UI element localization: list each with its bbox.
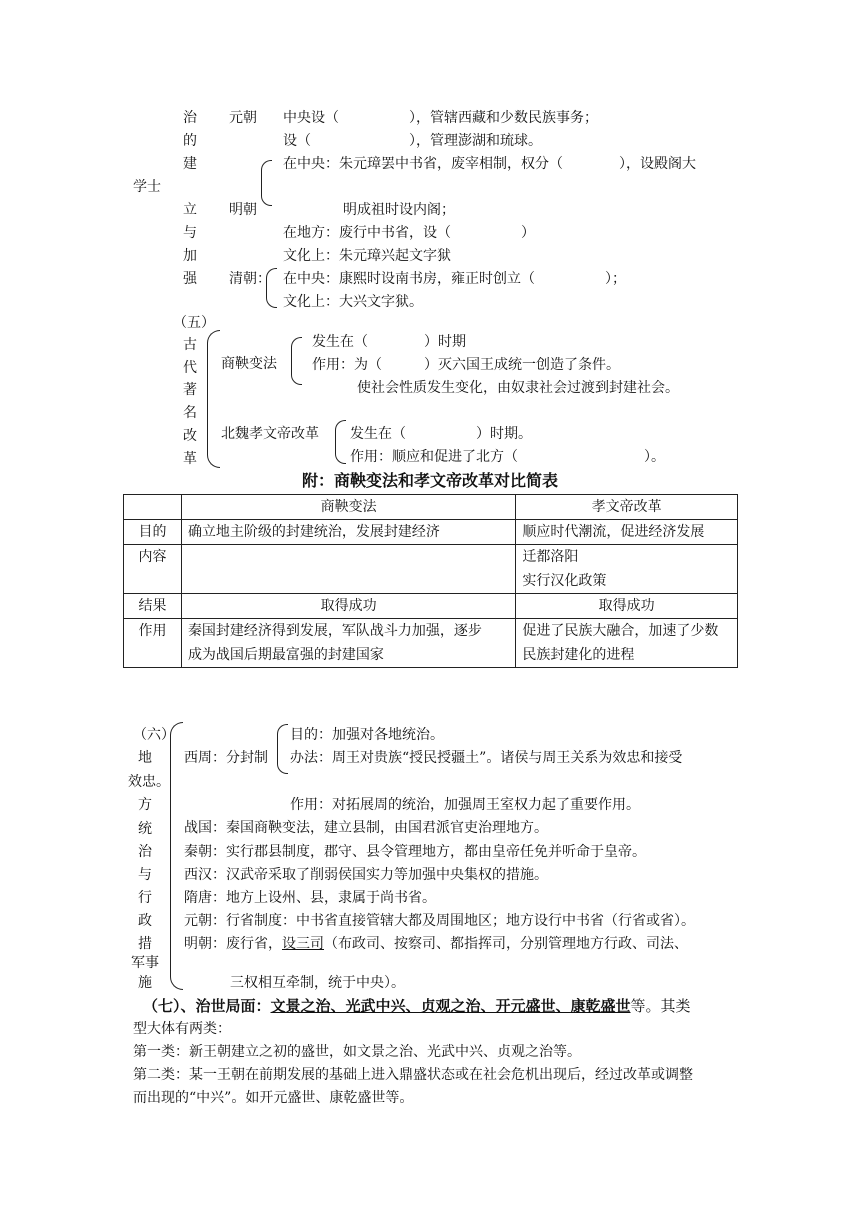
cell <box>181 619 515 668</box>
xizhou-brace <box>277 724 288 774</box>
vchar: 地 <box>138 750 152 766</box>
shang-effect-1: 作用：为（ ）灭六国王成统一创造了条件。 <box>312 357 620 373</box>
cell-line: 取得成功 <box>598 598 655 614</box>
vchar: 革 <box>183 451 197 467</box>
header-cell: 商鞅变法 <box>181 495 515 520</box>
vchar: 措 <box>138 936 152 952</box>
vchar: 统 <box>138 821 152 837</box>
cell-line <box>188 569 509 593</box>
cell-line: 成为战国后期最富强的封建国家 <box>187 647 384 663</box>
yuan-line-1: 中央设（ ），管辖西藏和少数民族事务； <box>283 110 598 126</box>
table-row <box>124 594 738 619</box>
suitang-line: 隋唐：地方上设州、县，隶属于尚书省。 <box>184 890 436 906</box>
yuan-line: 元朝：行省制度：中书省直接管辖大都及周围地区；地方设行中书省（行省或省）。 <box>184 913 695 929</box>
vchar: 治 <box>183 110 197 126</box>
section-5-brace <box>207 330 220 468</box>
header-cell <box>124 495 182 520</box>
comparison-table <box>123 494 738 668</box>
xizhou-purpose: 目的：加强对各地统治。 <box>290 727 444 743</box>
vchar: 的 <box>183 133 197 149</box>
wei-label: 北魏孝文帝改革 <box>221 426 319 442</box>
section-7-type-2b: 而出现的“中兴”。如开元盛世、康乾盛世等。 <box>133 1090 414 1106</box>
yuan-line-2: 设（ ），管理澎湖和琉球。 <box>283 133 542 149</box>
ming-local: 在地方：废行中书省，设（ ） <box>283 225 535 241</box>
ming-center-1-wrap: 学士 <box>133 179 161 195</box>
ming-center-2: 明成祖时设内阁； <box>343 202 455 218</box>
cell <box>181 520 515 545</box>
vchar: 政 <box>138 913 152 929</box>
row-label: 目的 <box>124 520 182 545</box>
section-7-heading: （七）、治世局面： <box>143 997 271 1015</box>
cell <box>516 520 738 545</box>
vchar: 改 <box>183 428 197 444</box>
cell <box>516 619 738 668</box>
table-row <box>124 545 738 594</box>
ming-line-underlined: 设三司 <box>282 936 324 952</box>
shang-effect-2: 使社会性质发生变化，由奴隶社会过渡到封建社会。 <box>357 380 679 396</box>
ming-line-post: （布政司、按察司、都指挥司，分别管理地方行政、司法、 <box>324 936 688 952</box>
header-cell: 孝文帝改革 <box>516 495 738 520</box>
cell-line: 促进了民族大融合，加速了少数 <box>522 623 719 639</box>
cell <box>516 594 738 619</box>
section-7-line-1 <box>143 997 691 1015</box>
shang-label: 商鞅变法 <box>221 356 277 372</box>
vchar: 治 <box>138 844 152 860</box>
cell-line: 迁都洛阳 <box>522 549 579 565</box>
ming-line-pre: 明朝：废行省， <box>184 936 282 952</box>
vchar: 著 <box>183 382 197 398</box>
xizhou-effect: 作用：对拓展周的统治，加强周王室权力起了重要作用。 <box>290 797 640 813</box>
vchar: 与 <box>183 225 197 241</box>
section-6-brace <box>170 722 183 990</box>
wei-when: 发生在（ ）时期。 <box>350 426 532 442</box>
vchar: 建 <box>183 156 197 172</box>
vchar: 名 <box>183 405 197 421</box>
qing-center: 在中央：康熙时设南书房，雍正时创立（ ）； <box>283 271 626 287</box>
cell <box>181 545 515 594</box>
section-7-type-2a: 第二类：某一王朝在前期发展的基础上进入鼎盛状态或在社会危机出现后，经过改革或调整 <box>133 1067 693 1083</box>
shang-brace <box>291 337 302 385</box>
ming-label: 明朝 <box>229 202 257 218</box>
yuan-label: 元朝 <box>229 110 257 126</box>
vchar: 古 <box>183 337 197 353</box>
vchar: 军事 <box>131 955 159 971</box>
qing-label: 清朝： <box>229 271 271 287</box>
ming-brace <box>261 160 272 206</box>
section-7-tail: 等。其类 <box>630 997 691 1015</box>
qin-line: 秦朝：实行郡县制度，郡守、县令管理地方，都由皇帝任免并听命于皇帝。 <box>184 844 646 860</box>
ming-line-cont: 三权相互牵制，统于中央）。 <box>230 975 405 991</box>
vchar: 行 <box>138 890 152 906</box>
xizhou-method: 办法：周王对贵族“授民授疆土”。诸侯与周王关系为效忠和接受 <box>290 750 683 766</box>
table-title: 附：商鞅变法和孝文帝改革对比简表 <box>301 471 558 490</box>
wei-effect: 作用：顺应和促进了北方（ ）。 <box>350 449 665 465</box>
table-row <box>124 619 738 668</box>
ming-line <box>184 935 688 953</box>
section-5-heading: （五） <box>173 315 215 331</box>
vchar: 效忠。 <box>128 774 170 790</box>
cell-line: 顺应时代潮流，促进经济发展 <box>522 524 705 540</box>
cell-line: 民族封建化的进程 <box>522 647 635 663</box>
shang-when: 发生在（ ）时期 <box>312 334 466 350</box>
row-label: 内容 <box>124 545 182 594</box>
cell-line <box>188 545 509 569</box>
vchar: 代 <box>183 360 197 376</box>
cell <box>181 594 515 619</box>
cell-line: 取得成功 <box>320 598 377 614</box>
vchar: 加 <box>183 248 197 264</box>
cell <box>516 545 738 594</box>
ming-culture: 文化上：朱元璋兴起文字狱 <box>283 248 451 264</box>
table-header-row <box>124 495 738 520</box>
table-row <box>124 520 738 545</box>
xizhou-label: 西周：分封制 <box>184 750 268 766</box>
wei-brace <box>335 420 346 464</box>
cell-line: 确立地主阶级的封建统治，发展封建经济 <box>187 524 440 540</box>
section-7-type-1: 第一类：新王朝建立之初的盛世，如文景之治、光武中兴、贞观之治等。 <box>133 1044 581 1060</box>
ming-center-1: 在中央：朱元璋罢中书省，废宰相制，权分（ ），设殿阁大 <box>283 156 696 172</box>
qing-brace <box>266 268 277 308</box>
vchar: 强 <box>183 271 197 287</box>
vchar: 方 <box>138 797 152 813</box>
section-7-items: 文景之治、光武中兴、贞观之治、开元盛世、康乾盛世 <box>270 997 631 1015</box>
section-6-heading: （六） <box>133 727 175 743</box>
xihan-line: 西汉：汉武帝采取了削弱侯国实力等加强中央集权的措施。 <box>184 867 548 883</box>
section-7-line-2: 型大体有两类： <box>133 1021 231 1037</box>
row-label: 结果 <box>124 594 182 619</box>
cell-line: 秦国封建经济得到发展，军队战斗力加强，逐步 <box>187 623 482 639</box>
vchar: 施 <box>138 975 152 991</box>
vchar: 立 <box>183 202 197 218</box>
cell-line: 实行汉化政策 <box>522 573 607 589</box>
row-label: 作用 <box>124 619 182 668</box>
qing-culture: 文化上：大兴文字狱。 <box>283 294 423 310</box>
vchar: 与 <box>138 867 152 883</box>
zhanguo-line: 战国：秦国商鞅变法，建立县制，由国君派官吏治理地方。 <box>184 820 548 836</box>
